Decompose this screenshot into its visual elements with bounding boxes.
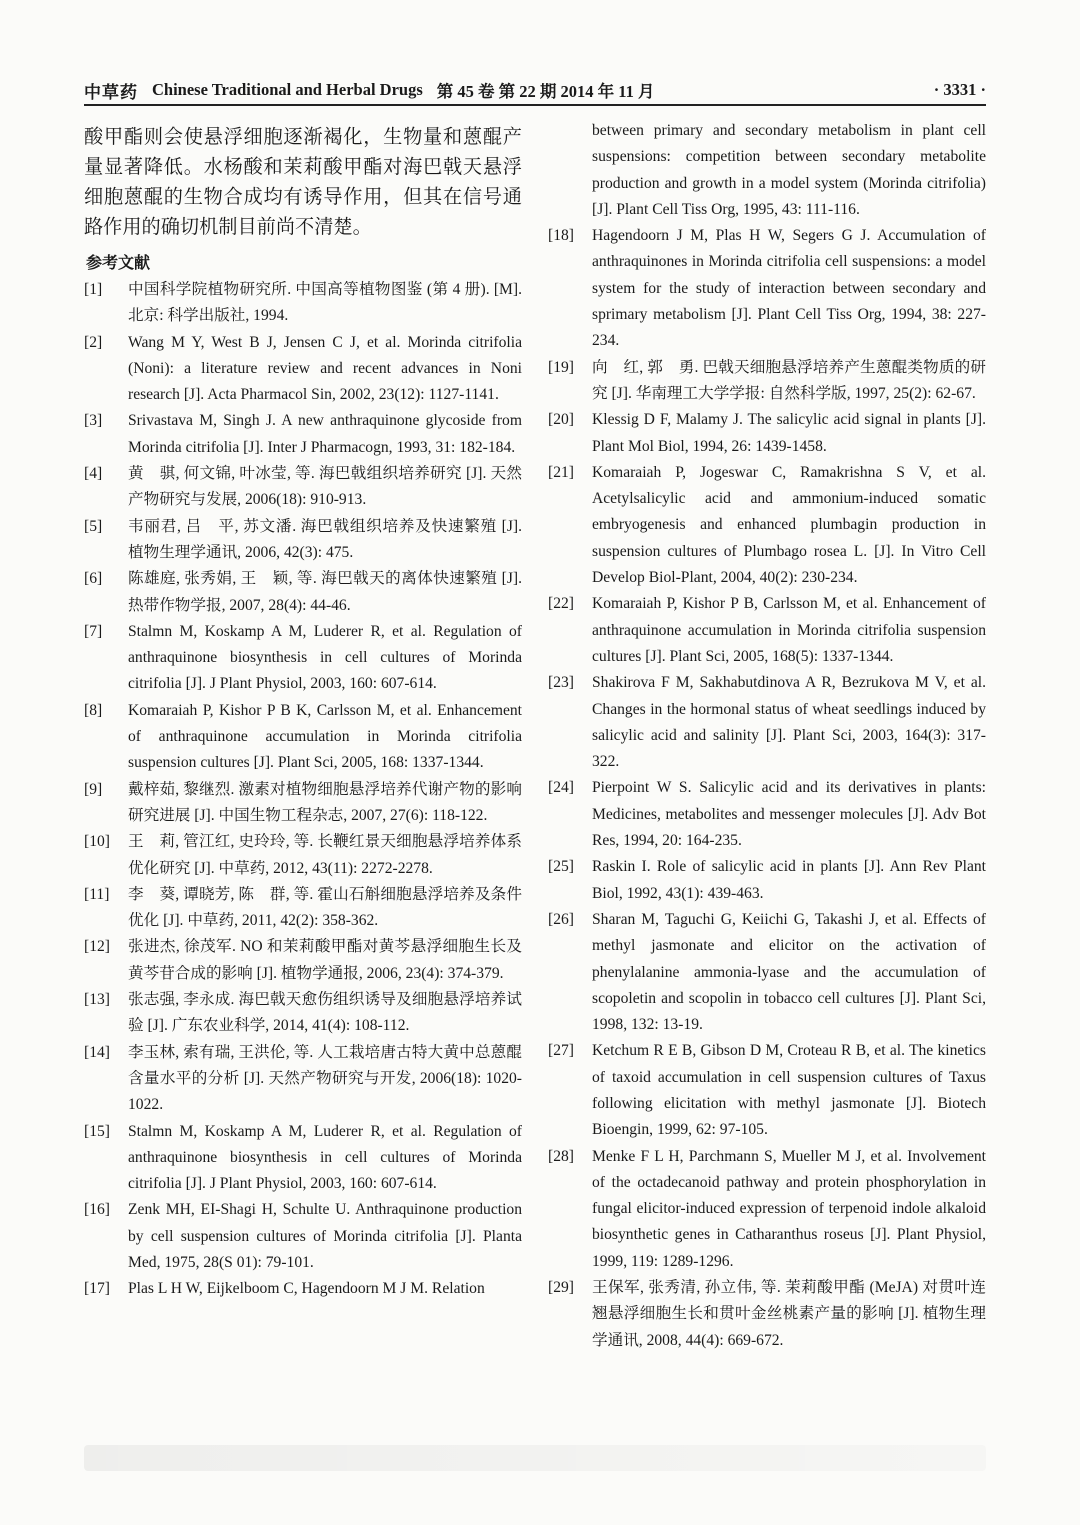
- reference-text: 张志强, 李永成. 海巴戟天愈伤组织诱导及细胞悬浮培养试验 [J]. 广东农业科学, 2014, 41(4): 108-112.: [128, 991, 522, 1035]
- reference-item: [548, 591, 986, 670]
- reference-number: [21]: [548, 463, 574, 481]
- left-column: [84, 118, 522, 1303]
- reference-text: Raskin I. Role of salicylic acid in plants [J]. Ann Rev Plant Biol, 1992, 43(1): 439-463.: [592, 858, 986, 902]
- reference-text: Komaraiah P, Kishor P B, Carlsson M, et al. Enhancement of anthraquinone accumulation in Morinda citrifolia suspension cultures [J]. Plant Sci, 2005, 168(5): 1337-1344.: [592, 595, 986, 665]
- reference-number: [27]: [548, 1042, 574, 1060]
- reference-item: [548, 670, 986, 775]
- page-number: · 3331 ·: [933, 80, 986, 99]
- reference-text: Pierpoint W S. Salicylic acid and its derivatives in plants: Medicines, metabolites and messenger molecules [J]. Adv Bot Res, 1994, 20: 164-235.: [592, 779, 986, 850]
- reference-number: [23]: [548, 674, 574, 692]
- reference-number: [18]: [548, 227, 574, 245]
- reference-item: [548, 460, 986, 591]
- reference-item: [84, 987, 522, 1040]
- reference-item: [84, 829, 522, 882]
- reference-text: 戴梓茹, 黎继烈. 激素对植物细胞悬浮培养代谢产物的影响研究进展 [J]. 中国生物工程杂志, 2007, 27(6): 118-122.: [128, 780, 522, 824]
- reference-text: between primary and secondary metabolism in plant cell suspensions: competition between secondary metabolite production and growth in a model system (Morinda citrifolia) [J]. Plant Cell Tiss Org, 1995, 43: 111-116.: [592, 122, 986, 218]
- reference-item: [84, 882, 522, 935]
- reference-number: [26]: [548, 910, 574, 928]
- running-header: [84, 76, 986, 104]
- reference-text: 张进杰, 徐茂军. NO 和茉莉酸甲酯对黄芩悬浮细胞生长及黄芩苷合成的影响 [J]. 植物学通报, 2006, 23(4): 374-379.: [128, 938, 522, 982]
- reference-text: 向 红, 郭 勇. 巴戟天细胞悬浮培养产生蒽醌类物质的研究 [J]. 华南理工大学学报: 自然科学版, 1997, 25(2): 62-67.: [592, 358, 986, 402]
- reference-item: [548, 1038, 986, 1143]
- reference-number: [20]: [548, 411, 574, 429]
- reference-text: Klessig D F, Malamy J. The salicylic acid signal in plants [J]. Plant Mol Biol, 1994, 26: 1439-1458.: [592, 411, 986, 455]
- reference-item: [84, 1040, 522, 1119]
- reference-item: [548, 1275, 986, 1354]
- header-rule: [84, 104, 986, 106]
- reference-number: [13]: [84, 991, 110, 1009]
- reference-text: Komaraiah P, Kishor P B K, Carlsson M, et al. Enhancement of anthraquinone accumulation in Morinda citrifolia suspension cultures [J]. Plant Sci, 2005, 168: 1337-1344.: [128, 701, 522, 772]
- reference-text: Komaraiah P, Jogeswar C, Ramakrishna S V, et al. Acetylsalicylic acid and ammonium-induced somatic embryogenesis and enhanced plumbagin production in suspension cultures of Plumbago rosea L. [J]. In Vitro Cell Develop Biol-Plant, 2004, 40(2): 230-234.: [592, 463, 986, 587]
- reference-item: [84, 934, 522, 987]
- journal-name-cn: 中草药: [84, 82, 138, 102]
- reference-number: [8]: [84, 701, 103, 719]
- reference-number: [22]: [548, 595, 574, 613]
- reference-text: 王 莉, 管江红, 史玲玲, 等. 长鞭红景天细胞悬浮培养体系优化研究 [J]. 中草药, 2012, 43(11): 2272-2278.: [128, 833, 522, 877]
- reference-text: Plas L H W, Eijkelboom C, Hagendoorn M J M. Relation: [128, 1280, 485, 1298]
- reference-item: [548, 118, 986, 223]
- reference-number: [19]: [548, 358, 574, 376]
- reference-item: [548, 907, 986, 1038]
- reference-number: [6]: [84, 570, 103, 588]
- right-column: [548, 118, 986, 1354]
- reference-item: [84, 698, 522, 777]
- reference-text: Stalmn M, Koskamp A M, Luderer R, et al. Regulation of anthraquinone biosynthesis in cell cultures of Morinda citrifolia [J]. J Plant Physiol, 2003, 160: 607-614.: [128, 622, 522, 693]
- reference-number: [29]: [548, 1279, 574, 1297]
- reference-text: 中国科学院植物研究所. 中国高等植物图鉴 (第 4 册). [M]. 北京: 科学出版社, 1994.: [128, 281, 522, 325]
- reference-item: [548, 407, 986, 460]
- reference-text: Wang M Y, West B J, Jensen C J, et al. Morinda citrifolia (Noni): a literature review and recent advances in Noni research [J]. Acta Pharmacol Sin, 2002, 23(12): 1127-1141.: [128, 333, 522, 404]
- reference-item: [84, 514, 522, 567]
- reference-item: [84, 566, 522, 619]
- reference-text: 黄 骐, 何文锦, 叶冰莹, 等. 海巴戟组织培养研究 [J]. 天然产物研究与发展, 2006(18): 910-913.: [128, 465, 522, 509]
- reference-item: [548, 854, 986, 907]
- reference-item: [548, 1144, 986, 1275]
- reference-text: 王保军, 张秀清, 孙立伟, 等. 茉莉酸甲酯 (MeJA) 对贯叶连翘悬浮细胞生长和贯叶金丝桃素产量的影响 [J]. 植物生理学通讯, 2008, 44(4): 669-672.: [592, 1279, 986, 1349]
- references-heading: 参考文献: [86, 253, 151, 272]
- reference-number: [548, 118, 592, 223]
- reference-number: [10]: [84, 833, 110, 851]
- reference-number: [16]: [84, 1201, 110, 1219]
- reference-text: 李 葵, 谭晓芳, 陈 群, 等. 霍山石斛细胞悬浮培养及条件优化 [J]. 中草药, 2011, 42(2): 358-362.: [128, 885, 522, 930]
- reference-text: Shakirova F M, Sakhabutdinova A R, Bezrukova M V, et al. Changes in the hormonal status of wheat seedlings induced by salicylic acid and salinity [J]. Plant Sci, 2003, 164(3): 317-322.: [592, 674, 986, 771]
- reference-item: [84, 330, 522, 409]
- reference-list-right: [548, 118, 986, 1354]
- reference-number: [5]: [84, 517, 103, 535]
- reference-number: [24]: [548, 779, 574, 797]
- reference-item: [548, 223, 986, 354]
- reference-text: Ketchum R E B, Gibson D M, Croteau R B, et al. The kinetics of taxoid accumulation in cell suspension cultures of Taxus following elicitation with methyl jasmonate [J]. Biotech Bioengin, 1999, 62: 97-105.: [592, 1042, 986, 1139]
- reference-item: [548, 355, 986, 408]
- reference-item: [84, 408, 522, 461]
- reference-text: Stalmn M, Koskamp A M, Luderer R, et al. Regulation of anthraquinone biosynthesis in cell cultures of Morinda citrifolia [J]. J Plant Physiol, 2003, 160: 607-614.: [128, 1122, 522, 1193]
- reference-number: [15]: [84, 1122, 110, 1140]
- reference-number: [11]: [84, 885, 110, 903]
- reference-item: [84, 1197, 522, 1276]
- reference-text: 陈雄庭, 张秀娟, 王 颖, 等. 海巴戟天的离体快速繁殖 [J]. 热带作物学报, 2007, 28(4): 44-46.: [128, 570, 522, 614]
- issue-info: 第 45 卷 第 22 期 2014 年 11 月: [436, 82, 655, 101]
- reference-number: [17]: [84, 1280, 110, 1298]
- reference-number: [9]: [84, 780, 103, 798]
- reference-number: [1]: [84, 281, 103, 298]
- reference-number: [3]: [84, 412, 103, 430]
- journal-name-en: Chinese Traditional and Herbal Drugs: [152, 80, 423, 99]
- reference-item: [84, 619, 522, 698]
- reference-text: 韦丽君, 吕 平, 苏文潘. 海巴戟组织培养及快速繁殖 [J]. 植物生理学通讯, 2006, 42(3): 475.: [128, 517, 522, 561]
- reference-number: [2]: [84, 333, 103, 351]
- reference-item: [548, 775, 986, 854]
- reference-item: [84, 461, 522, 514]
- reference-number: [25]: [548, 858, 574, 876]
- reference-text: Srivastava M, Singh J. A new anthraquinone glycoside from Morinda citrifolia [J]. Inter J Pharmacogn, 1993, 31: 182-184.: [128, 412, 522, 456]
- reference-item: [84, 277, 522, 330]
- reference-text: Sharan M, Taguchi G, Keiichi G, Takashi J, et al. Effects of methyl jasmonate and elicitor on the activation of phenylalanine ammonia-lyase and the accumulation of scopoletin and scopolin in tobacco cell cultures [J]. Plant Sci, 1998, 132: 13-19.: [592, 910, 986, 1034]
- reference-list-left: [84, 277, 522, 1303]
- body-paragraph: 酸甲酯则会使悬浮细胞逐渐褐化，生物量和蒽醌产量显著降低。水杨酸和茉莉酸甲酯对海巴戟天悬浮细胞蒽醌的生物合成均有诱导作用，但其在信号通路作用的确切机制目前尚不清楚。: [84, 125, 522, 238]
- reference-number: [28]: [548, 1147, 574, 1165]
- reference-text: Zenk MH, EI-Shagi H, Schulte U. Anthraquinone production by cell suspension cultures of Morinda citrifolia [J]. Planta Med, 1975, 28(S 01): 79-101.: [128, 1201, 522, 1271]
- reference-item: [84, 777, 522, 830]
- reference-number: [12]: [84, 938, 110, 956]
- reference-text: 李玉林, 索有瑞, 王洪伦, 等. 人工栽培唐古特大黄中总蒽醌含量水平的分析 [J]. 天然产物研究与开发, 2006(18): 1020-1022.: [128, 1043, 522, 1114]
- reference-number: [7]: [84, 622, 103, 640]
- reference-number: [4]: [84, 465, 103, 483]
- reference-text: Menke F L H, Parchmann S, Mueller M J, et al. Involvement of the octadecanoid pathway and protein phosphorylation in fungal elicitor-induced expression of terpenoid indole alkaloid biosynthetic genes in Catharanthus roseus [J]. Plant Physiol, 1999, 119: 1289-1296.: [592, 1147, 986, 1270]
- scan-smudge: [84, 1445, 986, 1471]
- reference-number: [14]: [84, 1043, 110, 1061]
- reference-text: Hagendoorn J M, Plas H W, Segers G J. Accumulation of anthraquinones in Morinda citrifolia cell suspensions: a model system for the study of interaction between secondary and sprimary metabolism [J]. Plant Cell Tiss Org, 1994, 38: 227-234.: [592, 227, 986, 350]
- reference-item: [84, 1276, 522, 1302]
- reference-item: [84, 1119, 522, 1198]
